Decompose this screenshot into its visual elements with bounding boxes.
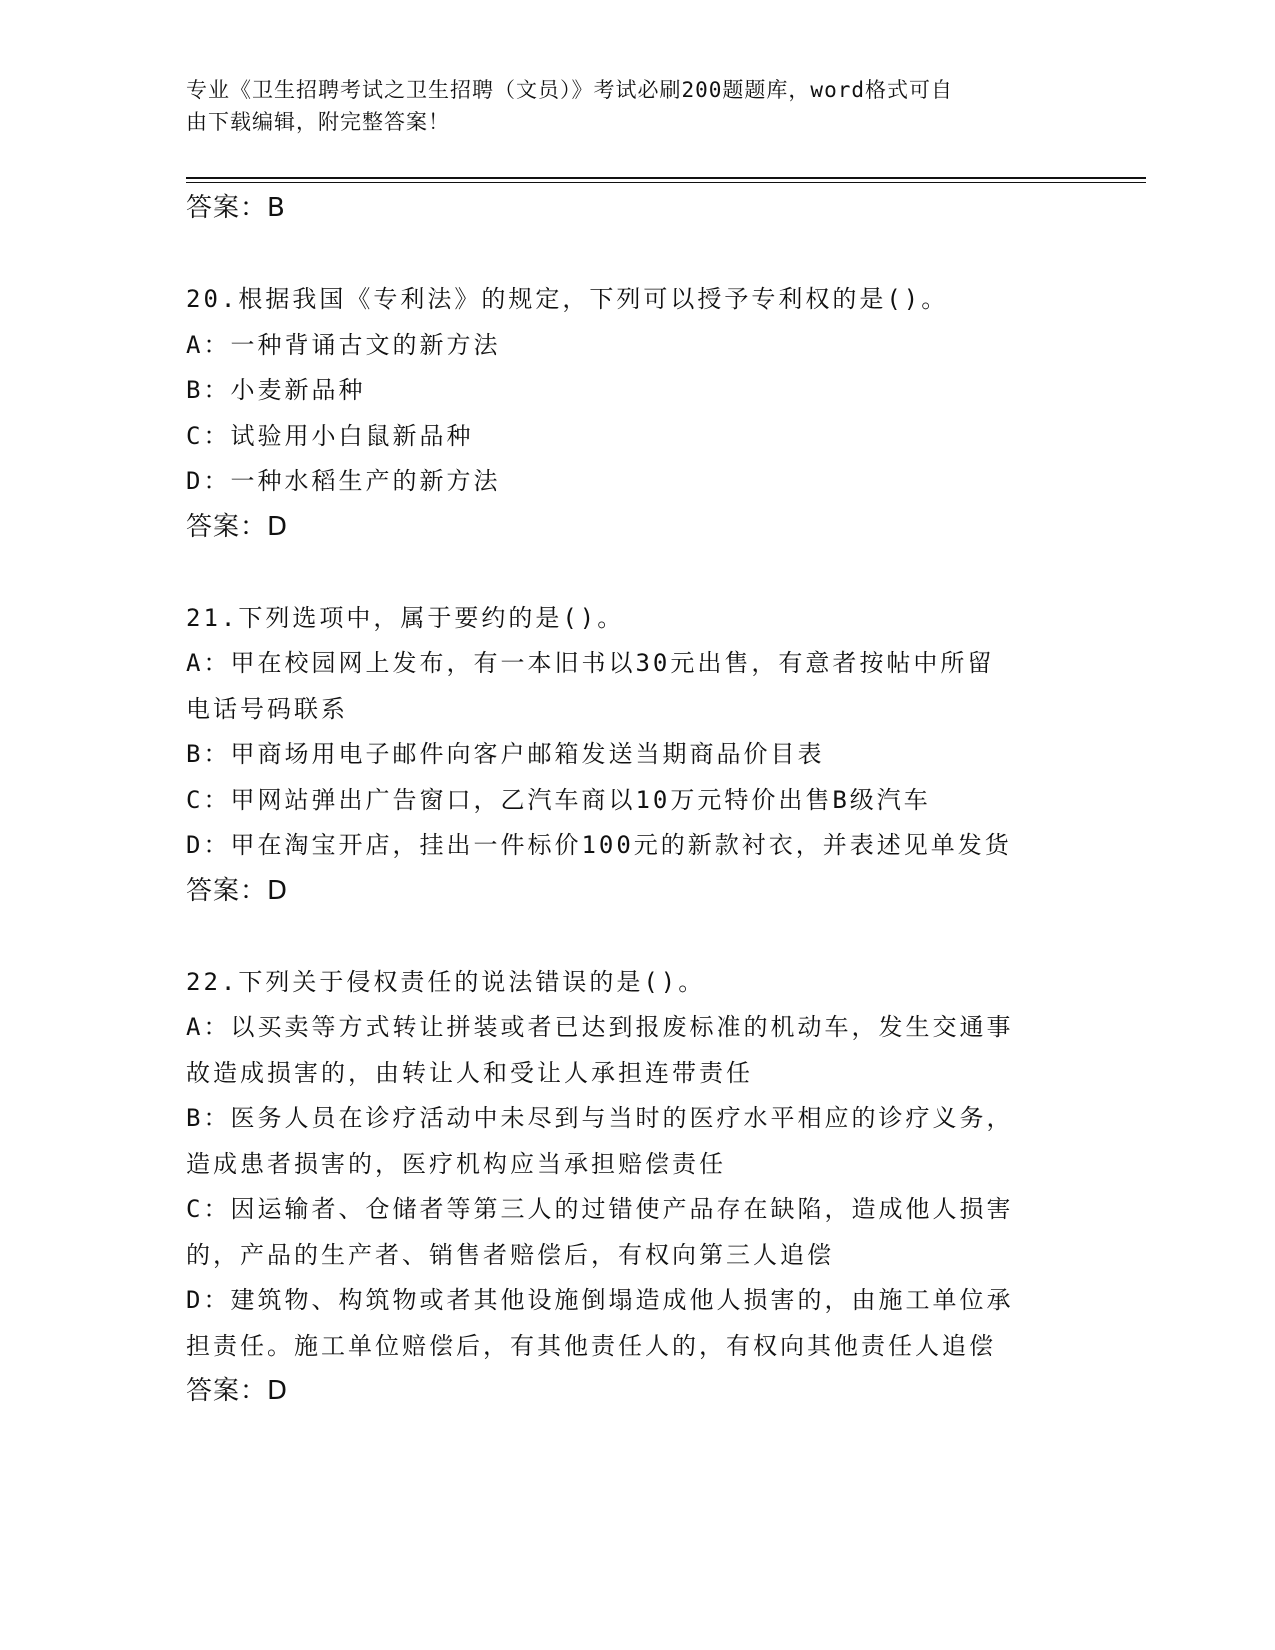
option-d: D：一种水稻生产的新方法 (186, 467, 501, 495)
option-c-continued: 的，产品的生产者、销售者赔偿后，有权向第三人追偿 (186, 1240, 834, 1269)
option-a-continued: 电话号码联系 (186, 694, 348, 723)
spacer (186, 232, 1086, 278)
question-20 (186, 277, 1086, 550)
question-21 (186, 596, 1086, 915)
option-a: A：以买卖等方式转让拼装或者已达到报废标准的机动车，发生交通事 (186, 1013, 1014, 1041)
answer: 答案：D (186, 511, 289, 542)
question-stem: 20.根据我国《专利法》的规定，下列可以授予专利权的是()。 (186, 285, 949, 313)
header-line-1: 专业《卫生招聘考试之卫生招聘（文员）》考试必刷200题题库，word格式可自 (186, 78, 953, 102)
option-d: D：建筑物、构筑物或者其他设施倒塌造成他人损害的，由施工单位承 (186, 1286, 1014, 1314)
header-divider-thin (186, 182, 1146, 183)
question-stem: 21.下列选项中，属于要约的是()。 (186, 603, 625, 632)
header-line-2: 由下载编辑，附完整答案！ (186, 110, 450, 134)
spacer (186, 914, 1086, 960)
question-stem: 22.下列关于侵权责任的说法错误的是()。 (186, 967, 706, 996)
page-header (186, 74, 1066, 138)
option-a: A：甲在校园网上发布，有一本旧书以30元出售，有意者按帖中所留 (186, 649, 995, 677)
option-d-continued: 担责任。施工单位赔偿后，有其他责任人的，有权向其他责任人追偿 (186, 1331, 996, 1360)
spacer (186, 550, 1086, 596)
answer: 答案：D (186, 875, 289, 906)
option-d: D：甲在淘宝开店，挂出一件标价100元的新款衬衣，并表述见单发货 (186, 831, 1012, 859)
option-b: B：医务人员在诊疗活动中未尽到与当时的医疗水平相应的诊疗义务， (186, 1104, 1014, 1132)
header-divider-thick (186, 177, 1146, 179)
option-b-continued: 造成患者损害的，医疗机构应当承担赔偿责任 (186, 1149, 726, 1178)
option-a: A：一种背诵古文的新方法 (186, 330, 501, 359)
answer: 答案：D (186, 1376, 289, 1406)
option-b: B：甲商场用电子邮件向客户邮箱发送当期商品价目表 (186, 740, 825, 768)
option-c: C：因运输者、仓储者等第三人的过错使产品存在缺陷，造成他人损害 (186, 1195, 1014, 1223)
option-c: C：甲网站弹出广告窗口，乙汽车商以10万元特价出售B级汽车 (186, 785, 931, 814)
question-22 (186, 960, 1086, 1415)
option-b: B：小麦新品种 (186, 376, 366, 404)
option-c: C：试验用小白鼠新品种 (186, 421, 474, 450)
option-a-continued: 故造成损害的，由转让人和受让人承担连带责任 (186, 1058, 753, 1087)
answer-previous: 答案：B (186, 193, 286, 223)
question-content (186, 186, 1086, 1415)
